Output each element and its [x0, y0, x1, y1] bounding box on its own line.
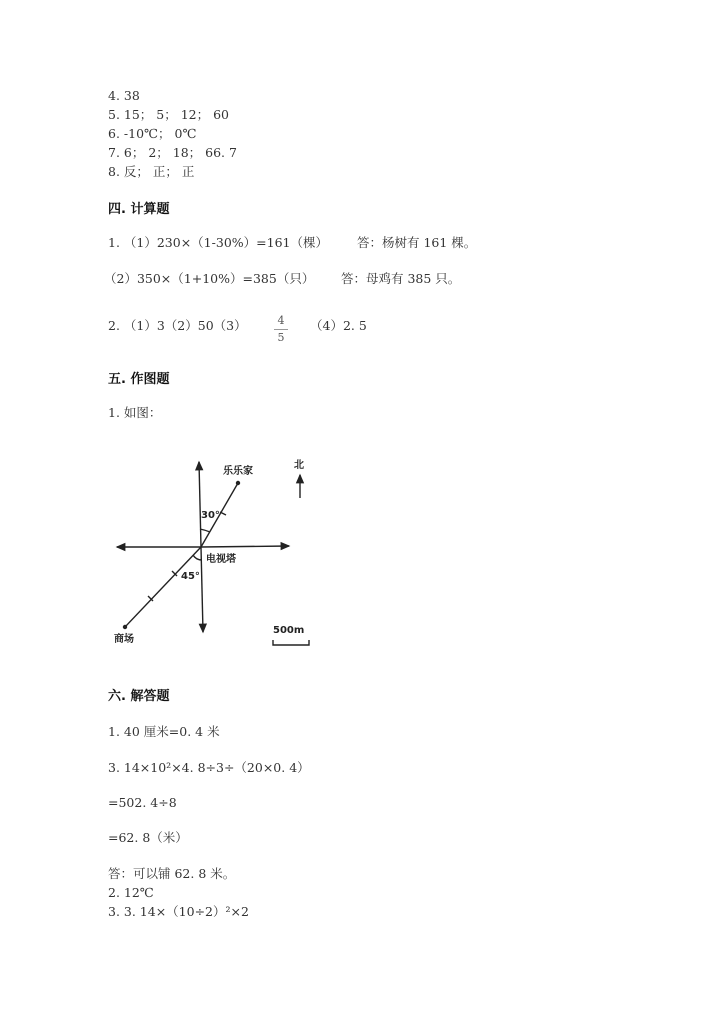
angle-label-30: 30° [201, 510, 220, 521]
section-heading: 六. 解答题 [108, 689, 170, 704]
mall-point [123, 625, 127, 629]
calc-line: 1. （1）230×（1-30%）=161（棵） [108, 235, 328, 250]
answer-line: 4. 38 [108, 88, 140, 103]
solution-line: 3. 14×10²×4. 8÷3÷（20×0. 4） [108, 760, 310, 775]
solution-line: 答：可以铺 62. 8 米。 [108, 866, 236, 881]
section-heading: 五. 作图题 [108, 372, 170, 387]
home-label: 乐乐家 [223, 466, 253, 477]
fraction-denominator: 5 [277, 331, 285, 344]
solution-line: 3. 3. 14×（10÷2）²×2 [108, 904, 249, 919]
section-heading: 四. 计算题 [108, 202, 170, 217]
calc-line: （2）350×（1+10%）=385（只） [104, 271, 315, 286]
mall-label: 商场 [114, 634, 134, 645]
scale-label: 500m [273, 625, 305, 636]
tower-label: 电视塔 [206, 554, 236, 565]
fraction-numerator: 4 [277, 314, 285, 327]
answer-line: 6. -10℃； 0℃ [108, 126, 197, 141]
solution-line: =502. 4÷8 [108, 795, 177, 810]
drawing-label: 1. 如图： [108, 405, 162, 420]
answer-line: 8. 反； 正； 正 [108, 164, 195, 179]
scale-bar [273, 640, 309, 645]
calc-answer: 答：母鸡有 385 只。 [341, 271, 461, 286]
calc-line: 2. （1）3（2）50（3） [108, 318, 247, 333]
vertical-axis [199, 462, 201, 547]
north-label: 北 [294, 460, 304, 471]
solution-line: 2. 12℃ [108, 885, 154, 900]
solution-line: 1. 40 厘米=0. 4 米 [108, 724, 220, 739]
horizontal-axis [201, 546, 289, 547]
angle-arc-30 [200, 529, 210, 532]
answer-line: 5. 15； 5； 12； 60 [108, 107, 229, 122]
calc-line: （4）2. 5 [310, 318, 367, 333]
calc-answer: 答：杨树有 161 棵。 [357, 235, 477, 250]
solution-line: =62. 8（米） [108, 830, 188, 845]
answer-line: 7. 6； 2； 18； 66. 7 [108, 145, 237, 160]
mall-line [125, 547, 201, 627]
home-point [236, 481, 240, 485]
angle-label-45: 45° [181, 571, 200, 582]
